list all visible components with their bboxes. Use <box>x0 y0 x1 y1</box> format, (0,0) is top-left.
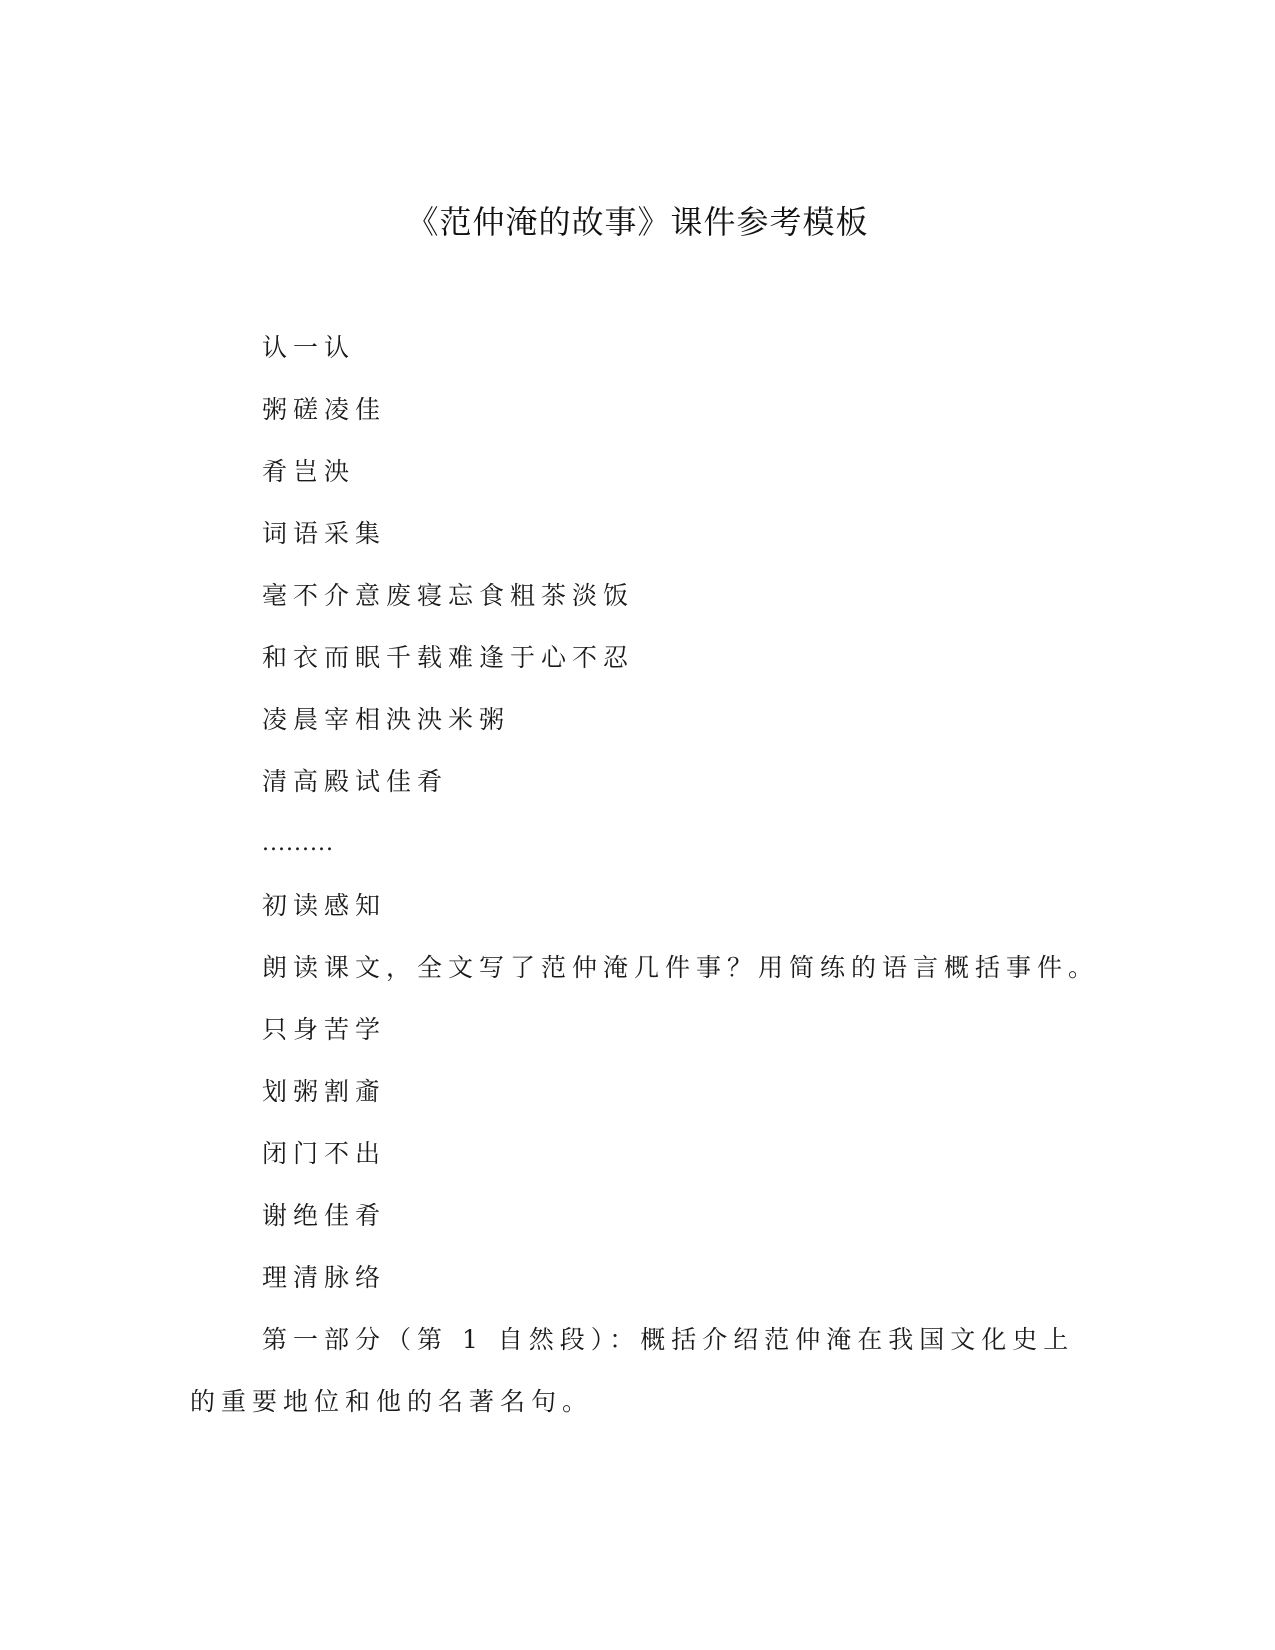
vocabulary-line: 和衣而眠千载难逢于心不忍 <box>262 643 635 672</box>
event-summary-line: 只身苦学 <box>262 1015 387 1044</box>
reading-question: 朗读课文，全文写了范仲淹几件事？用简练的语言概括事件。 <box>262 953 1100 982</box>
section-heading-first-reading: 初读感知 <box>262 891 387 920</box>
document-title: 《范仲淹的故事》课件参考模板 <box>406 203 869 241</box>
section-heading-structure: 理清脉络 <box>262 1263 387 1292</box>
character-list-line: 粥磋凌佳 <box>262 395 387 424</box>
ellipsis-line: ......... <box>262 831 334 856</box>
vocabulary-line: 凌晨宰相泱泱米粥 <box>262 705 511 734</box>
structure-paragraph: 第一部分（第 1 自然段）：概括介绍范仲淹在我国文化史上的重要地位和他的名著名句。 <box>190 1325 1075 1416</box>
event-summary-line: 谢绝佳肴 <box>262 1201 387 1230</box>
event-summary-line: 划粥割齑 <box>262 1077 387 1106</box>
section-heading-recognize: 认一认 <box>262 333 356 362</box>
section-heading-vocabulary: 词语采集 <box>262 519 387 548</box>
event-summary-line: 闭门不出 <box>262 1139 387 1168</box>
vocabulary-line: 毫不介意废寝忘食粗茶淡饭 <box>262 581 635 610</box>
character-list-line: 肴岂泱 <box>262 457 356 486</box>
vocabulary-line: 清高殿试佳肴 <box>262 767 449 796</box>
document-body <box>190 330 1100 1433</box>
